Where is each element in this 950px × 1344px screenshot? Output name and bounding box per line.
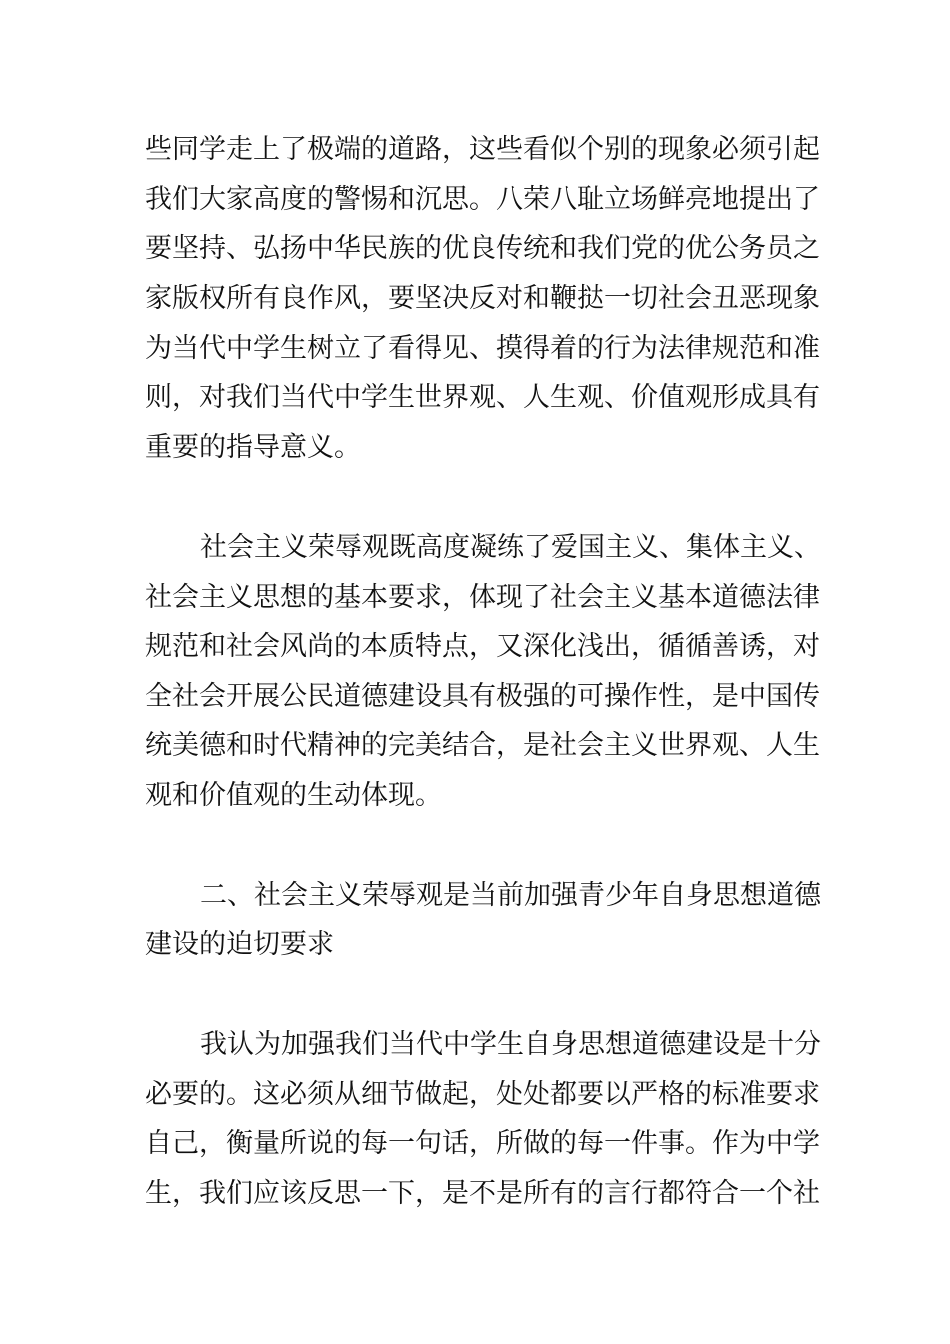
text-line: 自己，衡量所说的每一句话，所做的每一件事。作为中学 [145,1128,820,1159]
text-line: 社会主义荣辱观既高度凝练了爱国主义、集体主义、 [200,532,821,563]
text-line: 家版权所有良作风，要坚决反对和鞭挞一切社会丑恶现象 [145,283,820,314]
text-line: 观和价值观的生动体现。 [145,780,442,811]
text-line: 为当代中学生树立了看得见、摸得着的行为法律规范和准 [145,333,820,364]
text-line: 则，对我们当代中学生世界观、人生观、价值观形成具有 [145,382,820,413]
text-line: 规范和社会风尚的本质特点，又深化浅出，循循善诱，对 [145,631,820,662]
text-line: 建设的迫切要求 [145,929,334,960]
text-line: 重要的指导意义。 [145,432,361,463]
text-line: 社会主义思想的基本要求，体现了社会主义基本道德法律 [145,582,820,613]
text-line: 些同学走上了极端的道路，这些看似个别的现象必须引起 [145,134,820,165]
text-line: 二、社会主义荣辱观是当前加强青少年自身思想道德 [200,880,821,911]
text-line: 生，我们应该反思一下，是不是所有的言行都符合一个社 [145,1178,820,1209]
text-line: 我们大家高度的警惕和沉思。八荣八耻立场鲜亮地提出了 [145,184,820,215]
text-line: 要坚持、弘扬中华民族的优良传统和我们党的优公务员之 [145,233,820,264]
text-line: 必要的。这必须从细节做起，处处都要以严格的标准要求 [145,1079,820,1110]
text-line: 统美德和时代精神的完美结合，是社会主义世界观、人生 [145,730,820,761]
text-line: 我认为加强我们当代中学生自身思想道德建设是十分 [200,1029,821,1060]
text-line: 全社会开展公民道德建设具有极强的可操作性，是中国传 [145,681,820,712]
